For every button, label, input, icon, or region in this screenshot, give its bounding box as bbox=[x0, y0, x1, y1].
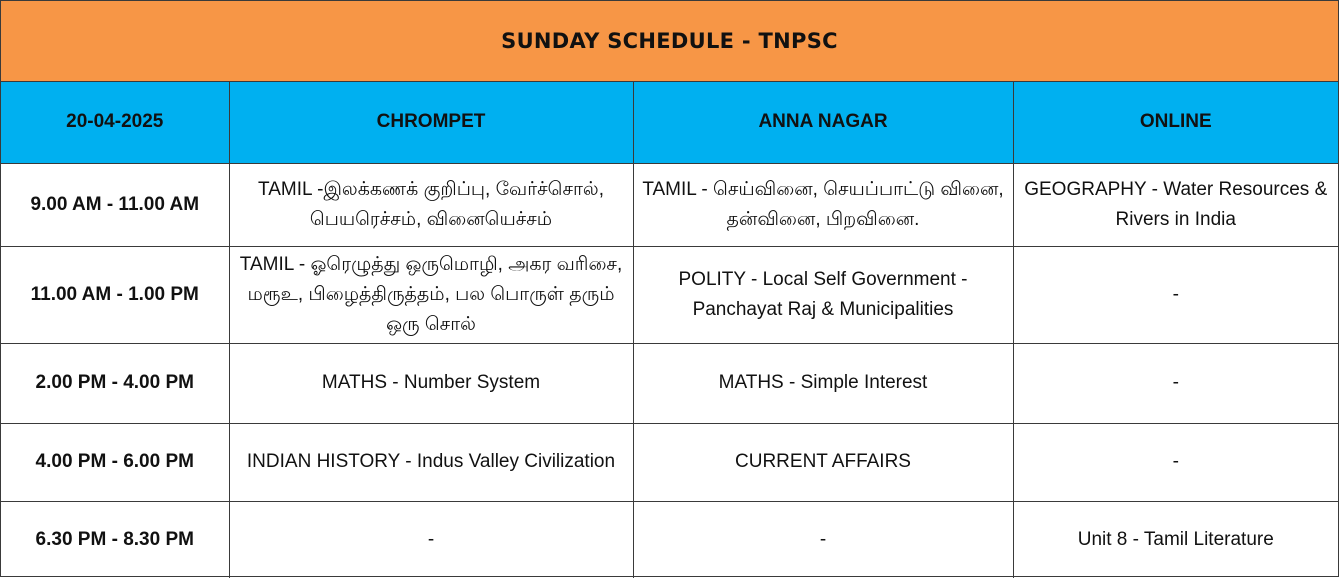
time-slot: 2.00 PM - 4.00 PM bbox=[1, 343, 229, 423]
time-slot: 9.00 AM - 11.00 AM bbox=[1, 163, 229, 246]
chrompet-session: INDIAN HISTORY - Indus Valley Civilization bbox=[229, 423, 633, 501]
header-date: 20-04-2025 bbox=[1, 82, 229, 163]
anna-nagar-session: TAMIL - செய்வினை, செயப்பாட்டு வினை, தன்வினை, பிறவினை. bbox=[633, 163, 1013, 246]
header-anna-nagar: ANNA NAGAR bbox=[633, 82, 1013, 163]
schedule-title: SUNDAY SCHEDULE - TNPSC bbox=[1, 1, 1338, 82]
table-row bbox=[1, 423, 1338, 501]
table-row bbox=[1, 501, 1338, 578]
time-slot: 6.30 PM - 8.30 PM bbox=[1, 501, 229, 578]
time-slot: 4.00 PM - 6.00 PM bbox=[1, 423, 229, 501]
chrompet-session: TAMIL - ஓரெழுத்து ஒருமொழி, அகர வரிசை, மரூஉ, பிழைத்திருத்தம், பல பொருள் தரும் ஒரு சொல் bbox=[229, 246, 633, 343]
online-session: Unit 8 - Tamil Literature bbox=[1013, 501, 1338, 578]
anna-nagar-session: POLITY - Local Self Government - Panchayat Raj & Municipalities bbox=[633, 246, 1013, 343]
chrompet-session: MATHS - Number System bbox=[229, 343, 633, 423]
header-online: ONLINE bbox=[1013, 82, 1338, 163]
chrompet-session: - bbox=[229, 501, 633, 578]
table-row bbox=[1, 343, 1338, 423]
header-row bbox=[1, 82, 1338, 163]
online-session: - bbox=[1013, 423, 1338, 501]
table-row bbox=[1, 163, 1338, 246]
table-row bbox=[1, 246, 1338, 343]
chrompet-session: TAMIL -இலக்கணக் குறிப்பு, வேர்ச்சொல், பெயரெச்சம், வினையெச்சம் bbox=[229, 163, 633, 246]
schedule-table bbox=[1, 82, 1338, 578]
anna-nagar-session: MATHS - Simple Interest bbox=[633, 343, 1013, 423]
anna-nagar-session: CURRENT AFFAIRS bbox=[633, 423, 1013, 501]
header-chrompet: CHROMPET bbox=[229, 82, 633, 163]
online-session: - bbox=[1013, 246, 1338, 343]
time-slot: 11.00 AM - 1.00 PM bbox=[1, 246, 229, 343]
online-session: - bbox=[1013, 343, 1338, 423]
online-session: GEOGRAPHY - Water Resources & Rivers in India bbox=[1013, 163, 1338, 246]
anna-nagar-session: - bbox=[633, 501, 1013, 578]
